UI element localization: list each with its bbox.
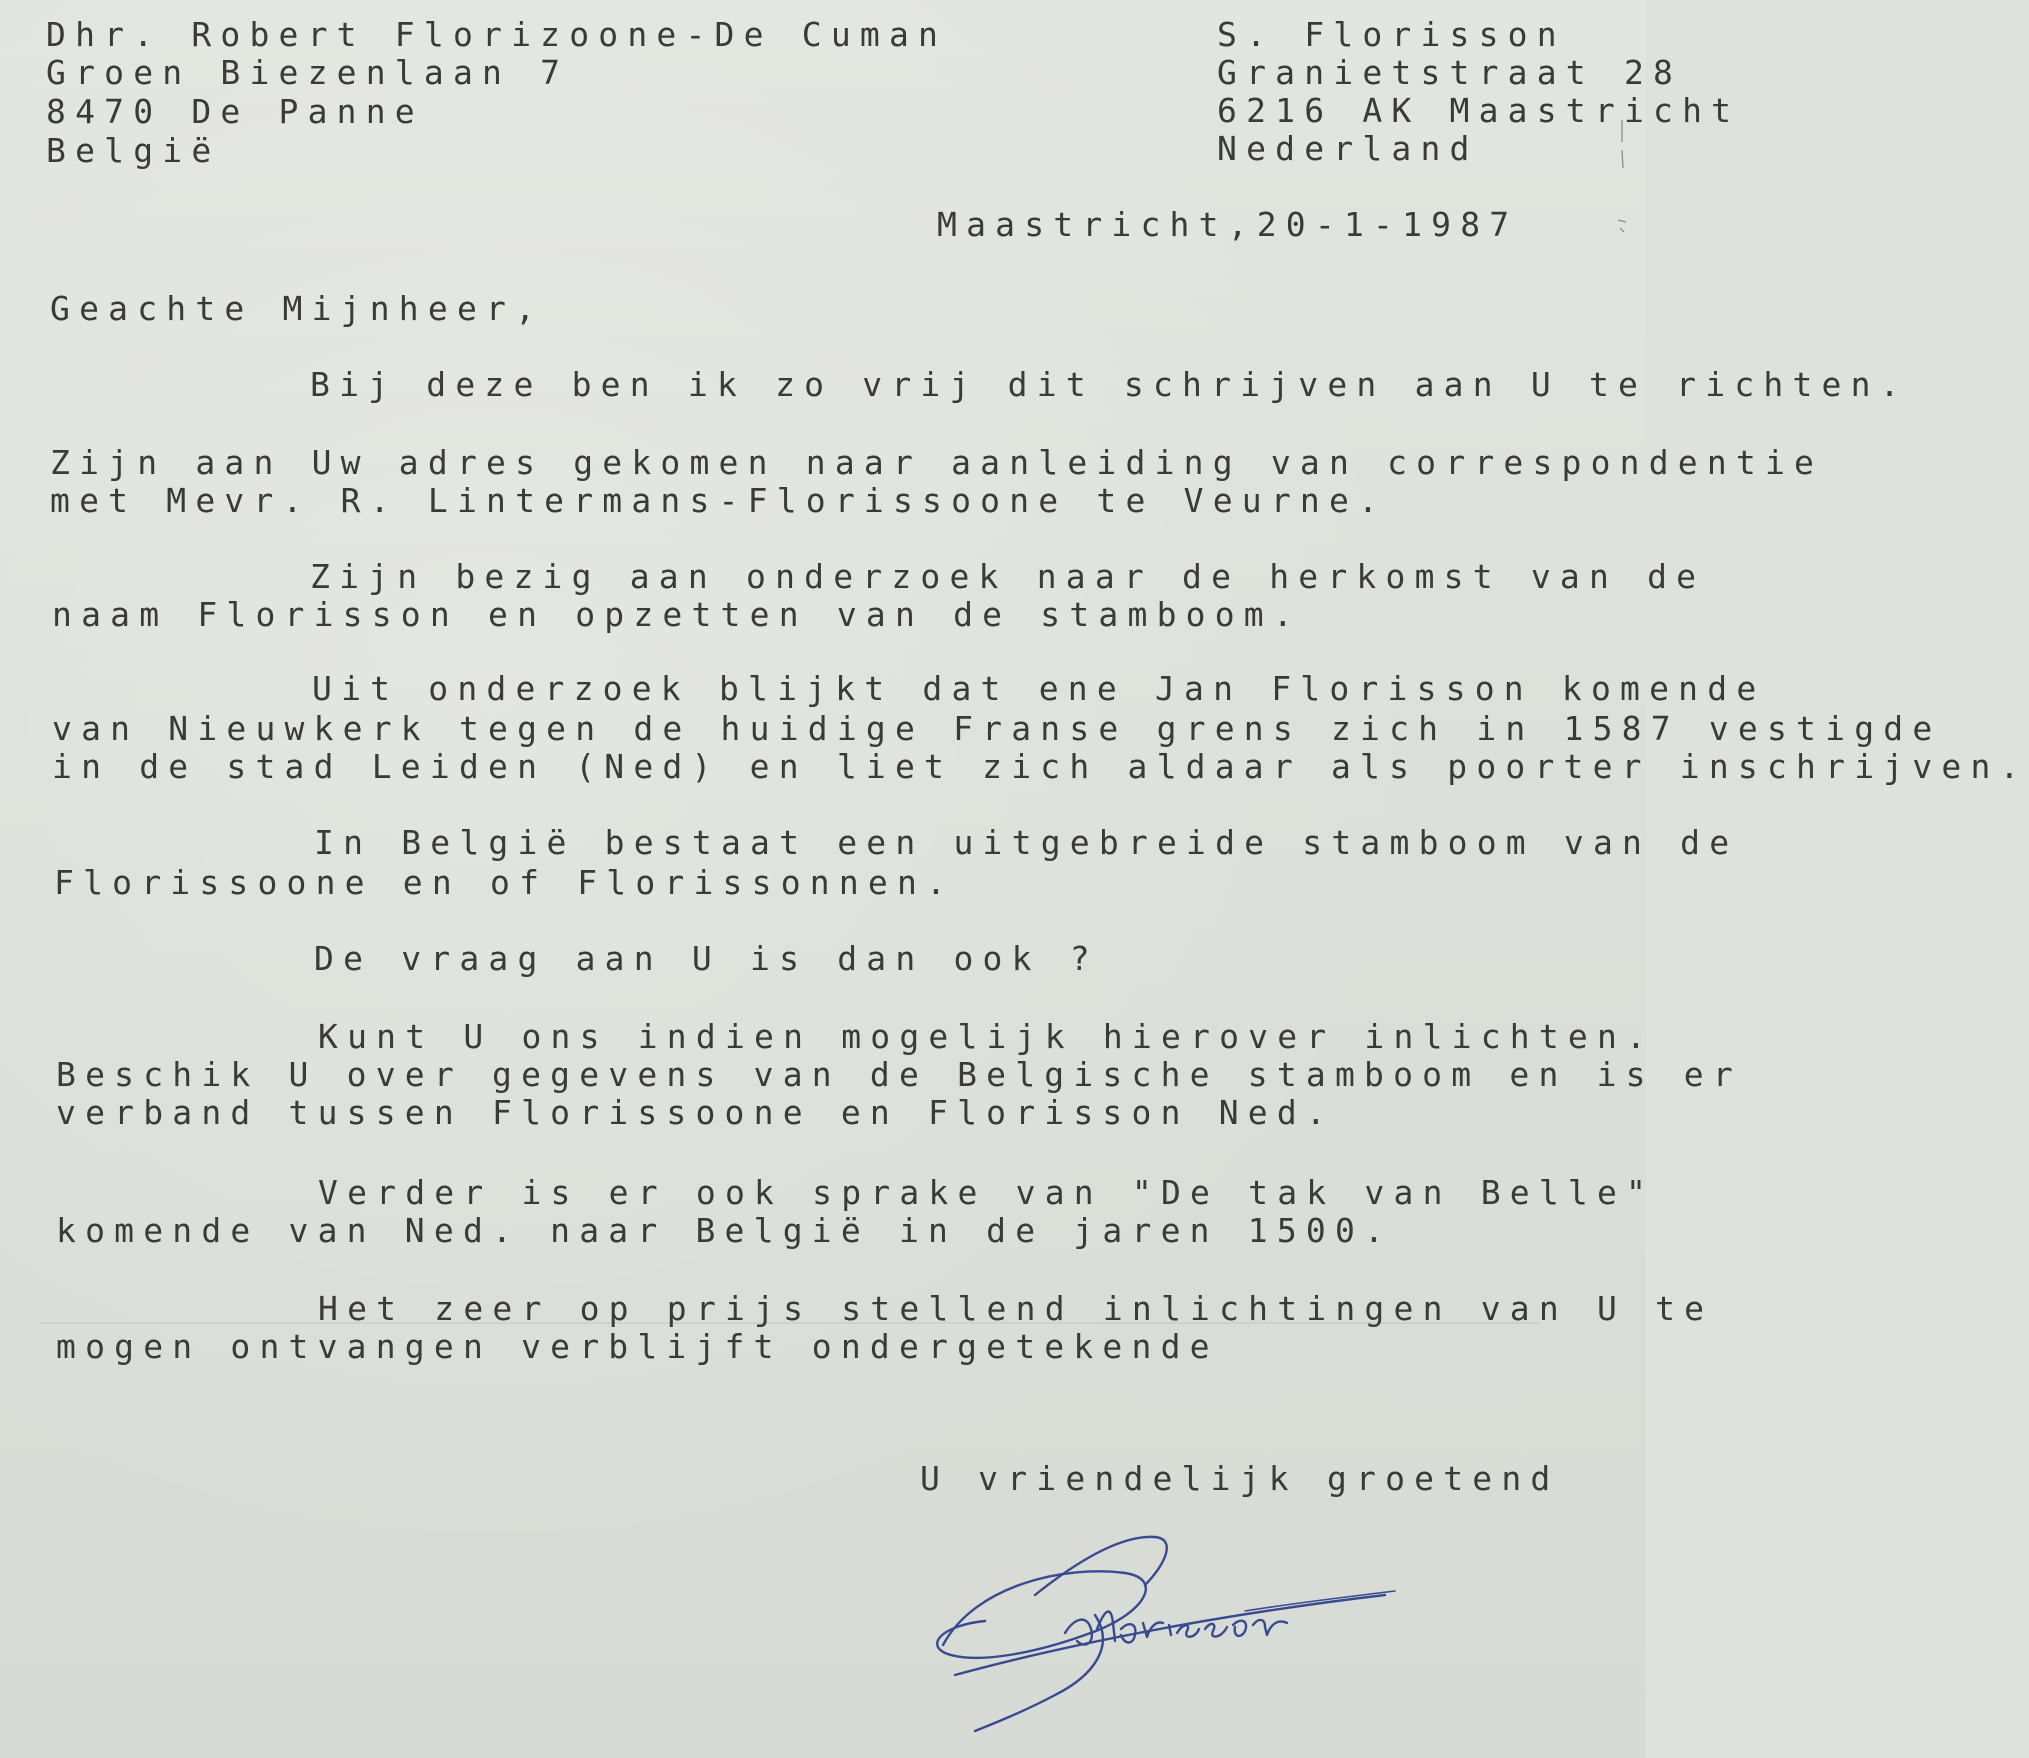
body-paragraph-8-line-2: komende van Ned. naar België in de jaren 1500. xyxy=(56,1211,1394,1250)
body-paragraph-5-line-2: Florissoone en of Florissonnen. xyxy=(54,863,956,902)
closing-line: U vriendelijk groetend xyxy=(920,1459,1560,1498)
body-paragraph-3-line-1: Zijn bezig aan onderzoek naar de herkomst van de xyxy=(310,557,1706,596)
body-paragraph-6: De vraag aan U is dan ook ? xyxy=(314,939,1099,978)
body-paragraph-3-line-2: naam Florisson en opzetten van de stamboom. xyxy=(52,595,1302,634)
writer-address-line-3: 6216 AK Maastricht xyxy=(1217,91,1741,130)
writer-address-line-2: Granietstraat 28 xyxy=(1217,53,1683,92)
body-paragraph-2-line-1: Zijn aan Uw adres gekomen naar aanleiding van correspondentie xyxy=(50,443,1824,482)
salutation: Geachte Mijnheer, xyxy=(50,289,545,328)
sender-address-line-4: België xyxy=(46,131,221,170)
body-paragraph-2-line-2: met Mevr. R. Lintermans-Florissoone te Veurne. xyxy=(50,481,1388,520)
body-paragraph-4-line-3: in de stad Leiden (Ned) en liet zich aldaar als poorter inschrijven. xyxy=(52,747,2029,786)
body-paragraph-7-line-2: Beschik U over gegevens van de Belgische stamboom en is er xyxy=(56,1055,1742,1094)
body-paragraph-4-line-2: van Nieuwkerk tegen de huidige Franse grens zich in 1587 vestigde xyxy=(52,709,1942,748)
sender-address-line-2: Groen Biezenlaan 7 xyxy=(46,53,570,92)
sender-address-line-3: 8470 De Panne xyxy=(46,92,424,131)
sender-address-line-1: Dhr. Robert Florizoone-De Cuman xyxy=(46,15,948,54)
body-paragraph-8-line-1: Verder is er ook sprake van "De tak van Belle" xyxy=(318,1173,1656,1212)
body-paragraph-9-line-2: mogen ontvangen verblijft ondergetekende xyxy=(56,1327,1219,1366)
body-paragraph-7-line-3: verband tussen Florissoone en Florisson Ned. xyxy=(56,1093,1335,1132)
date-line: Maastricht,20-1-1987 xyxy=(937,205,1519,244)
writer-address-line-1: S. Florisson xyxy=(1217,15,1566,54)
writer-address-line-4: Nederland xyxy=(1217,129,1479,168)
handwritten-signature xyxy=(915,1525,1415,1735)
body-paragraph-7-line-1: Kunt U ons indien mogelijk hierover inlichten. xyxy=(318,1017,1656,1056)
body-paragraph-4-line-1: Uit onderzoek blijkt dat ene Jan Florisson komende xyxy=(312,669,1766,708)
body-paragraph-1: Bij deze ben ik zo vrij dit schrijven aan U te richten. xyxy=(310,365,1909,404)
body-paragraph-9-line-1: Het zeer op prijs stellend inlichtingen van U te xyxy=(318,1289,1714,1328)
margin-marks xyxy=(1608,110,1638,260)
body-paragraph-5-line-1: In België bestaat een uitgebreide stamboom van de xyxy=(314,823,1739,862)
